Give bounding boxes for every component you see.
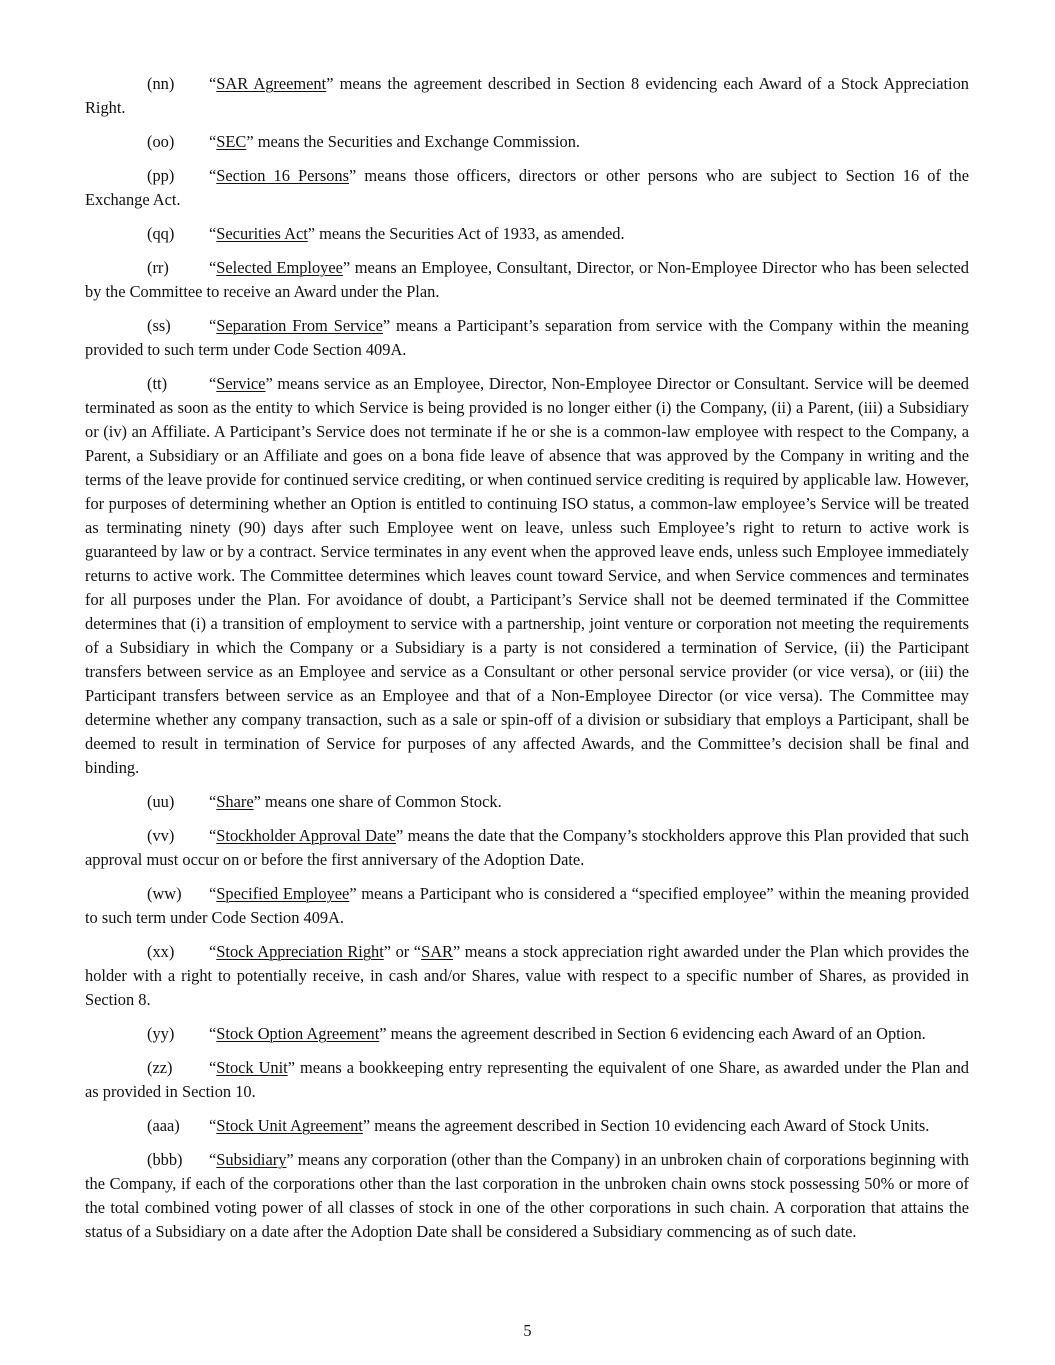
defined-term: SEC [216, 132, 247, 151]
definition-oo: (oo) “SEC” means the Securities and Exchange Commission. [85, 130, 969, 154]
definition-pp: (pp) “Section 16 Persons” means those officers, directors or other persons who are subject to Section 16 of the Exchange Act. [85, 166, 970, 209]
defined-term: Stock Appreciation Right [216, 942, 384, 961]
definition-rr: (rr) “Selected Employee” means an Employee, Consultant, Director, or Non-Employee Director who has been selected by the Committee to receive an Award under the Plan. [85, 258, 969, 301]
definition-zz: (zz) “Stock Unit” means a bookkeeping entry representing the equivalent of one Share, as awarded under the Plan and as provided in Section 10. [85, 1058, 969, 1101]
definition-label: (vv) [147, 826, 175, 845]
definition-label: (ss) [147, 316, 171, 335]
defined-term: Separation From Service [216, 316, 383, 335]
definition-label: (zz) [147, 1058, 173, 1077]
defined-term: Stock Unit [216, 1058, 288, 1077]
definition-nn: (nn) “SAR Agreement” means the agreement described in Section 8 evidencing each Award of a Stock Appreciation Right. [85, 74, 969, 117]
definition-label: (yy) [147, 1024, 175, 1043]
page-number: 5 [523, 1321, 532, 1340]
defined-term: Share [216, 792, 254, 811]
definition-aaa: (aaa) “Stock Unit Agreement” means the agreement described in Section 10 evidencing each Award of Stock Units. [85, 1114, 969, 1138]
definition-label: (nn) [147, 74, 175, 93]
definition-label: (tt) [147, 374, 168, 393]
definition-label: (uu) [147, 792, 175, 811]
definition-label: (qq) [147, 224, 175, 243]
definition-tt: (tt) “Service” means service as an Employee, Director, Non-Employee Director or Consultant. Service will be deemed terminated as soon as the entity to which Service is being provided is no longer either (i) the Company, (ii) a Parent, (iii) a Subsidiary or (iv) an Affiliate. A Participant’s Service does not terminate if he or she is a common-law employee with respect to the Company, a Parent, a Subsidiary or an Affiliate and goes on a bona fide leave of absence that was approved by the Company in writing and the terms of the leave provide for continued service crediting, or when continued service crediting is required by applicable law. However, for purposes of determining whether an Option is entitled to continuing ISO status, a common-law employee’s Service will be treated as terminating ninety (90) days after such Employee went on leave, unless such Employee’s right to return to active work is guaranteed by law or by a contract. Service terminates in any event when the approved leave ends, unless such Employee immediately returns to active work. The Committee determines which leaves count toward Service, and when Service commences and terminates for all purposes under the Plan. For avoidance of doubt, a Participant’s Service shall not be deemed terminated if the Committee determines that (i) a transition of employment to service with a partnership, joint venture or corporation not meeting the requirements of a Subsidiary in which the Company or a Subsidiary is a party is not considered a termination of Service, (ii) the Participant transfers between service as an Employee and service as a Consultant or other personal service provider (or vice versa), or (iii) the Participant transfers between service as an Employee and that of a Non-Employee Director (or vice versa). The Committee may determine whether any company transaction, such as a sale or spin-off of a division or subsidiary that employs a Participant, shall be deemed to result in termination of Service for purposes of any affected Awards, and the Committee’s decision shall be final and binding. [85, 374, 969, 777]
definition-uu: (uu) “Share” means one share of Common Stock. [85, 790, 969, 814]
defined-term: Stock Unit Agreement [216, 1116, 363, 1135]
defined-term: Subsidiary [216, 1150, 287, 1169]
definition-vv: (vv) “Stockholder Approval Date” means the date that the Company’s stockholders approve this Plan provided that such approval must occur on or before the first anniversary of the Adoption Date. [85, 826, 969, 869]
definition-qq: (qq) “Securities Act” means the Securities Act of 1933, as amended. [85, 222, 969, 246]
definition-label: (xx) [147, 942, 175, 961]
defined-term: Selected Employee [216, 258, 343, 277]
defined-term: Securities Act [216, 224, 308, 243]
defined-term: Specified Employee [216, 884, 350, 903]
defined-term: SAR Agreement [216, 74, 327, 93]
definition-yy: (yy) “Stock Option Agreement” means the agreement described in Section 6 evidencing each Award of an Option. [85, 1022, 969, 1046]
definition-bbb: (bbb) “Subsidiary” means any corporation (other than the Company) in an unbroken chain of corporations beginning with the Company, if each of the corporations other than the last corporation in the unbroken chain owns stock possessing 50% or more of the total combined voting power of all classes of stock in one of the other corporations in such chain. A corporation that attains the status of a Subsidiary on a date after the Adoption Date shall be considered a Subsidiary commencing as of such date. [85, 1150, 969, 1241]
defined-term: Section 16 Persons [216, 166, 349, 185]
definition-label: (aaa) [147, 1116, 180, 1135]
defined-term: Service [216, 374, 266, 393]
definition-ss: (ss) “Separation From Service” means a Participant’s separation from service with the Company within the meaning provided to such term under Code Section 409A. [85, 316, 969, 359]
definition-label: (bbb) [147, 1150, 183, 1169]
definition-label: (pp) [147, 166, 175, 185]
definition-label: (oo) [147, 132, 175, 151]
document-page [85, 72, 969, 1254]
defined-term-abbreviation: SAR [421, 942, 453, 961]
defined-term: Stockholder Approval Date [216, 826, 397, 845]
definition-ww: (ww) “Specified Employee” means a Participant who is considered a “specified employee” within the meaning provided to such term under Code Section 409A. [85, 884, 969, 927]
defined-term: Stock Option Agreement [216, 1024, 380, 1043]
definition-label: (ww) [147, 884, 182, 903]
definition-label: (rr) [147, 258, 169, 277]
definition-xx: (xx) “Stock Appreciation Right” or “SAR” means a stock appreciation right awarded under the Plan which provides the holder with a right to potentially receive, in cash and/or Shares, value with respect to a specific number of Shares, as provided in Section 8. [85, 942, 969, 1009]
